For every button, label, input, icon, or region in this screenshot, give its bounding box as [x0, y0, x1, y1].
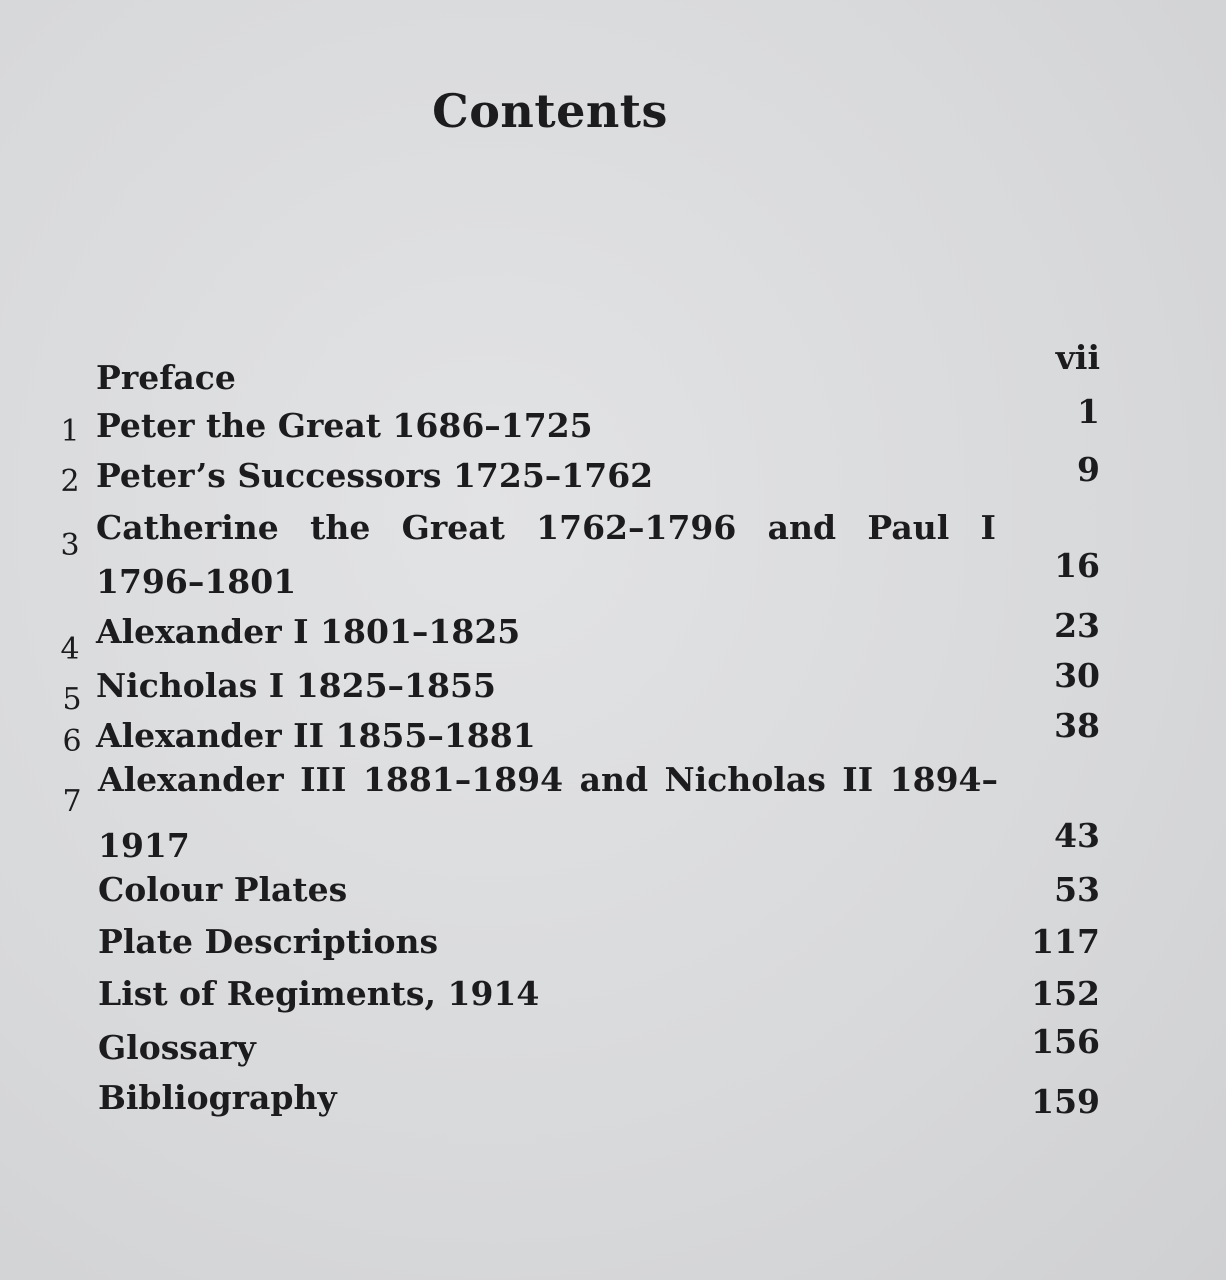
toc-label-preface: Preface	[96, 358, 236, 397]
toc-page-preface: vii	[1055, 338, 1100, 377]
toc-page: 53	[1054, 870, 1100, 909]
toc-number: 4	[60, 632, 80, 667]
toc-page: 156	[1031, 1022, 1100, 1061]
toc-label: Peter’s Successors 1725–1762	[96, 456, 654, 495]
toc-page: 23	[1054, 606, 1100, 645]
toc-page: 38	[1054, 706, 1100, 745]
toc-label: Catherine the Great 1762–1796 and Paul I	[96, 508, 996, 547]
toc-label: Alexander I 1801–1825	[96, 612, 521, 651]
toc-number: 5	[62, 682, 82, 717]
toc-label: Bibliography	[98, 1078, 337, 1117]
toc-label: Peter the Great 1686–1725	[96, 406, 593, 445]
toc-label: Nicholas I 1825–1855	[96, 666, 496, 705]
toc-page: 117	[1031, 922, 1100, 961]
toc-page: 30	[1054, 656, 1100, 695]
toc-label: Colour Plates	[98, 870, 348, 909]
toc-page: 159	[1031, 1082, 1100, 1121]
toc-number: 6	[62, 724, 82, 759]
toc-page: 43	[1054, 816, 1100, 855]
toc-page: 152	[1031, 974, 1100, 1013]
toc-number: 3	[60, 528, 80, 563]
toc-number: 7	[62, 784, 82, 819]
toc-label-continued: 1796–1801	[96, 562, 297, 601]
toc-label: Alexander II 1855–1881	[96, 716, 536, 755]
toc-label: Glossary	[98, 1028, 256, 1067]
toc-label: Alexander III 1881–1894 and Nicholas II 1894–	[98, 760, 998, 799]
toc-page: 9	[1077, 450, 1100, 489]
toc-number: 2	[60, 464, 80, 499]
page-title: Contents	[432, 84, 668, 138]
toc-page: 16	[1054, 546, 1100, 585]
toc-label: Plate Descriptions	[98, 922, 439, 961]
toc-label-continued: 1917	[98, 826, 190, 865]
toc-number: 1	[60, 414, 80, 449]
toc-page: 1	[1077, 392, 1100, 431]
toc-label: List of Regiments, 1914	[98, 974, 540, 1013]
